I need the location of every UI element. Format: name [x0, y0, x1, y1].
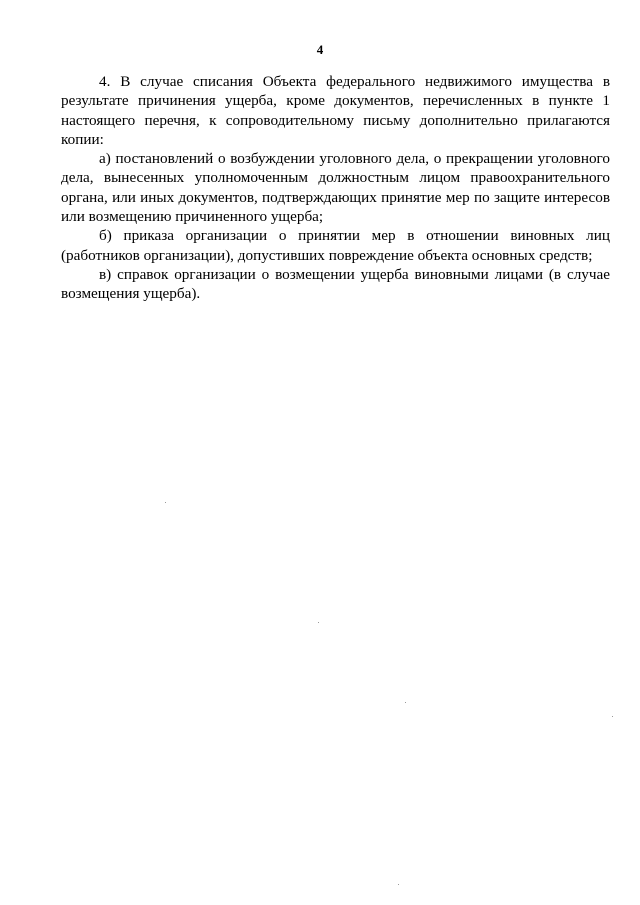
scan-speck [405, 702, 406, 703]
page-number: 4 [316, 42, 324, 57]
paragraph-item-4: 4. В случае списания Объекта федерального недвижимого имущества в результате причинения ущерба, кроме документов, перечисленных в пункте 1 настоящего перечня, к сопроводительному письму дополнительно прилагаются копии: [61, 73, 610, 148]
paragraph-subitem-v: в) справок организации о возмещении ущерба виновными лицами (в случае возмещения ущерба). [61, 265, 610, 303]
paragraph-subitem-a: а) постановлений о возбуждении уголовного дела, о прекращении уголовного дела, вынесенных уполномоченным должностным лицом правоохранительного органа, или иных документов, подтверждающих принятие мер по защите интересов или возмещению причиненного ущерба; [61, 150, 610, 226]
document-body [61, 72, 610, 304]
scan-speck [318, 622, 319, 623]
scan-speck [398, 884, 399, 885]
scan-speck [612, 716, 613, 717]
scan-speck [165, 502, 166, 503]
paragraph-subitem-b: б) приказа организации о принятии мер в отношении виновных лиц (работников организации), допустивших повреждение объекта основных средств; [61, 227, 610, 264]
